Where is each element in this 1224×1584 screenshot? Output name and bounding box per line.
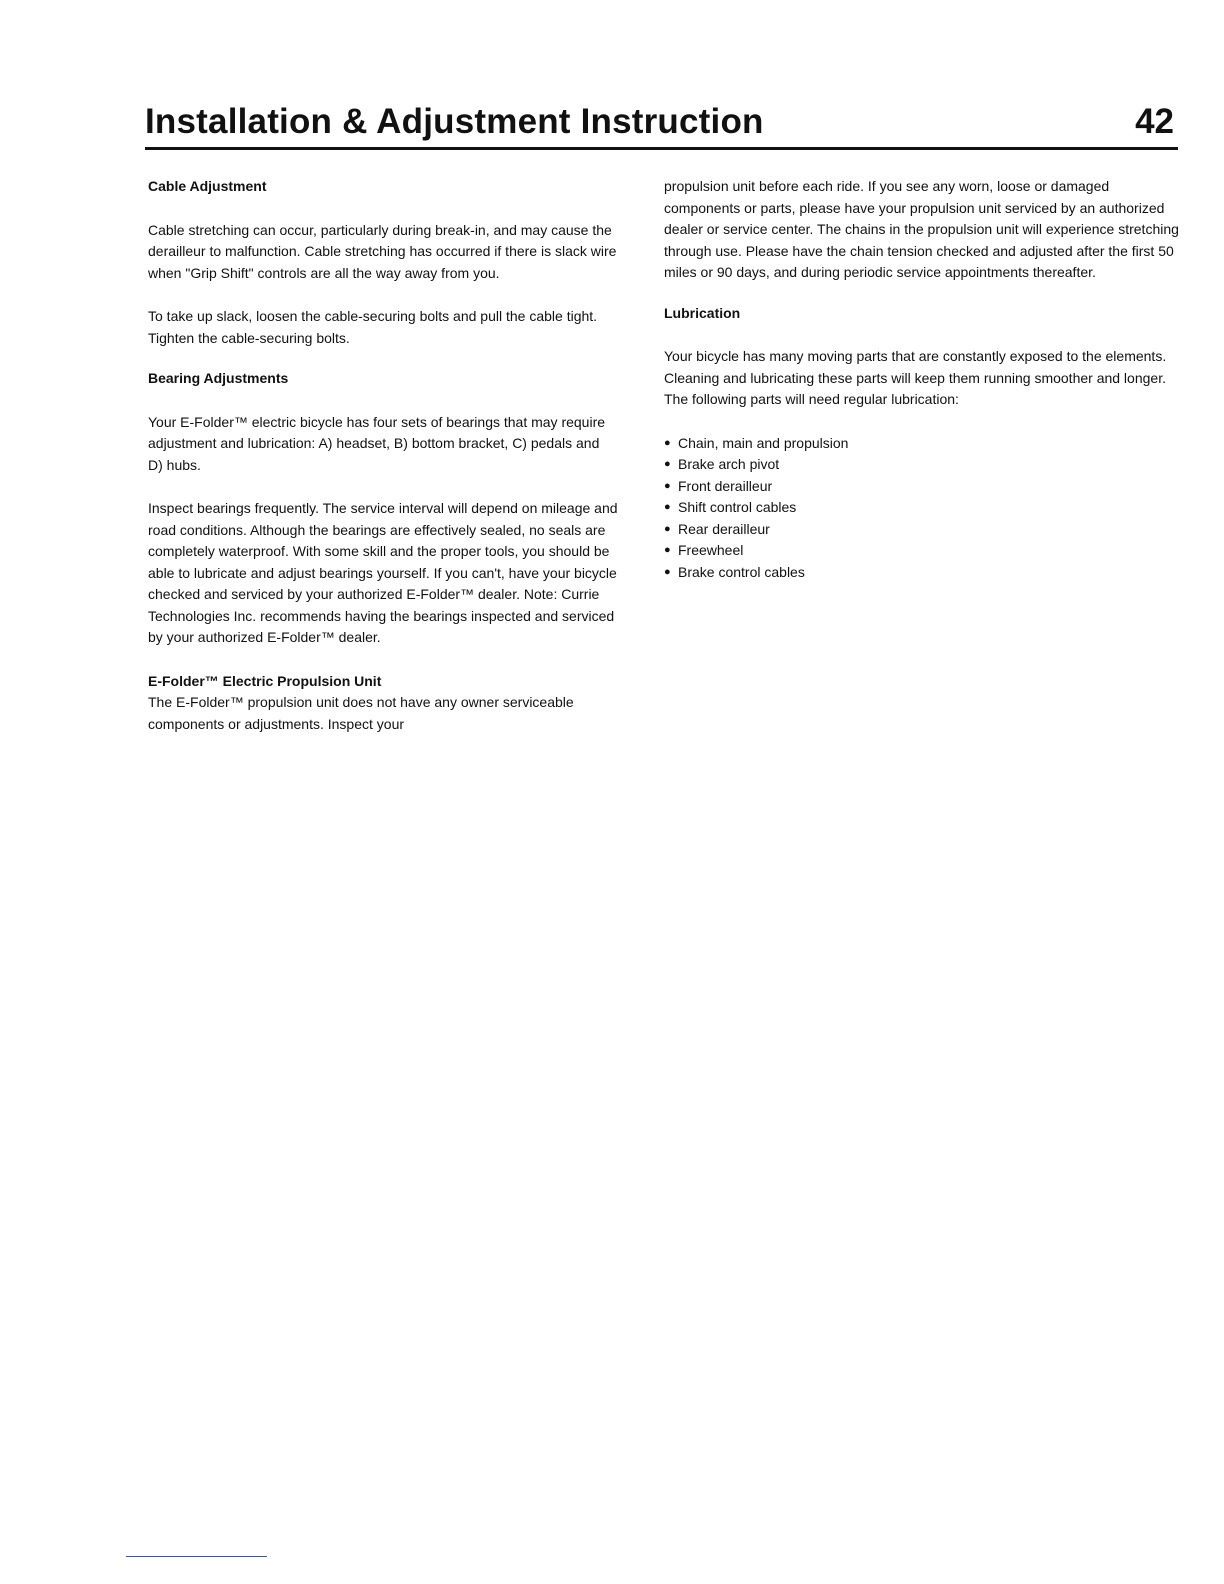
page-header	[145, 100, 1178, 150]
page-number: 42	[1135, 102, 1174, 141]
page-title: Installation & Adjustment Instruction	[145, 102, 764, 141]
lubrication-parts-list	[664, 433, 1179, 584]
cable-adjustment-heading: Cable Adjustment	[148, 178, 267, 194]
left-column	[148, 176, 618, 735]
bearing-adjustments-heading: Bearing Adjustments	[148, 370, 289, 386]
list-item: ● Brake control cables	[664, 562, 1179, 584]
bearing-adjustments-paragraph-1: Your E-Folder™ electric bicycle has four sets of bearings that may require adjustment and lubrication: A) headset, B) bottom bracket, C) pedals and D) hubs.	[148, 413, 606, 473]
list-item: ● Brake arch pivot	[664, 454, 1179, 476]
propulsion-unit-heading: E-Folder™ Electric Propulsion Unit	[148, 672, 382, 689]
propulsion-unit-continued: propulsion unit before each ride. If you see any worn, loose or damaged components or parts, please have your propulsion unit serviced by an authorized dealer or service center. The chains in the propulsion unit will experience stretching through use. Please have the chain tension checked and adjusted after the first 50 miles or 90 days, and during periodic service appointments thereafter.	[664, 178, 1179, 280]
list-item: ● Freewheel	[664, 540, 1179, 562]
cable-adjustment-paragraph-1: Cable stretching can occur, particularly during break-in, and may cause the derailleur to malfunction. Cable stretching has occurred if there is slack wire when "Grip Shift" controls are all the way away from you.	[148, 221, 617, 281]
footer-divider	[126, 1556, 267, 1557]
list-item: ● Chain, main and propulsion	[664, 433, 1179, 455]
list-item: ● Shift control cables	[664, 497, 1179, 519]
propulsion-unit-paragraph: The E-Folder™ propulsion unit does not have any owner serviceable components or adjustments. Inspect your	[148, 694, 574, 732]
lubrication-heading: Lubrication	[664, 304, 741, 321]
list-item: ● Rear derailleur	[664, 519, 1179, 541]
bearing-adjustments-paragraph-2: Inspect bearings frequently. The service interval will depend on mileage and road conditions. Although the bearings are effectively sealed, no seals are completely waterproof. With some skill and the proper tools, you should be able to lubricate and adjust bearings yourself. If you can't, have your bicycle checked and serviced by your authorized E-Folder™ dealer. Note: Currie Technologies Inc. recommends having the bearings inspected and serviced by your authorized E-Folder™ dealer.	[148, 500, 618, 645]
right-column	[664, 176, 1179, 583]
cable-adjustment-paragraph-2: To take up slack, loosen the cable-securing bolts and pull the cable tight. Tighten the cable-securing bolts.	[148, 308, 598, 346]
lubrication-paragraph: Your bicycle has many moving parts that are constantly exposed to the elements. Cleaning and lubricating these parts will keep them running smoother and longer. The following parts will need regular lubrication:	[664, 348, 1167, 407]
list-item: ● Front derailleur	[664, 476, 1179, 498]
